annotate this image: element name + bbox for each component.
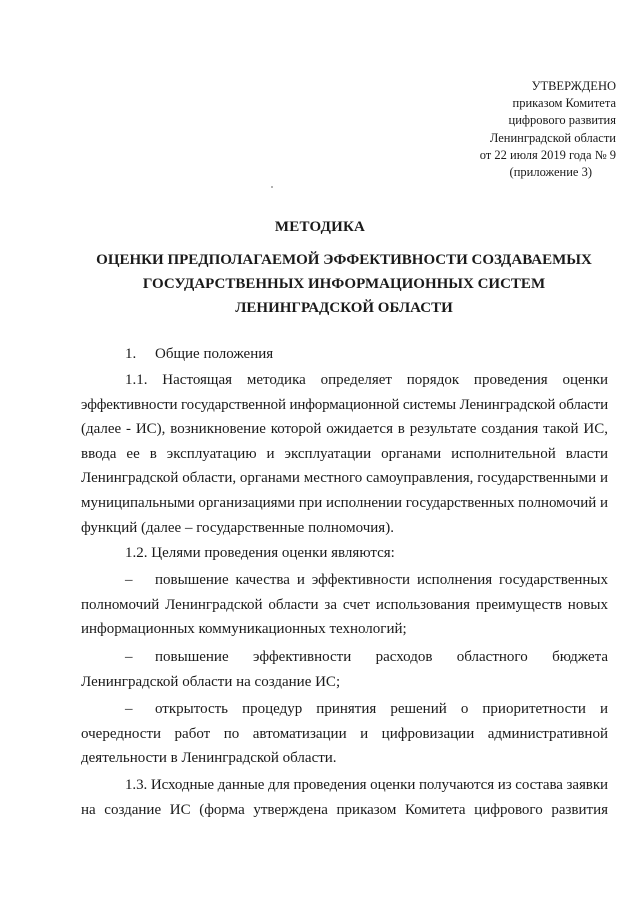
text-line: информационных коммуникационных технологий; [81, 621, 407, 638]
bullet-line [81, 568, 608, 593]
scan-speck [271, 186, 273, 188]
text-line: 1.3. Исходные данные для проведения оценки получаются из состава заявки [125, 777, 608, 793]
subtitle-line-3: ЛЕНИНГРАДСКОЙ ОБЛАСТИ [235, 300, 453, 316]
text-line: очередности работ по автоматизации и цифровизации административной [81, 725, 608, 742]
text-line: ввода ее в эксплуатацию и эксплуатации органами исполнительной власти [81, 445, 608, 462]
document-title: МЕТОДИКА [274, 219, 366, 235]
paragraph-1-1 [81, 368, 608, 540]
text-line: 1.2. Целями проведения оценки являются: [125, 545, 395, 561]
subtitle-line-1: ОЦЕНКИ ПРЕДПОЛАГАЕМОЙ ЭФФЕКТИВНОСТИ СОЗДАВАЕМЫХ [96, 252, 592, 268]
paragraph-1-2 [81, 541, 608, 566]
text-line: (далее - ИС), возникновение которой ожидается в результате создания такой ИС, [81, 421, 608, 438]
text-line: функций (далее – государственные полномочия). [81, 519, 394, 536]
section-number: 1. [125, 346, 137, 362]
approval-appendix: (приложение 3) [509, 165, 592, 180]
bullet-item-2 [81, 645, 608, 694]
approval-date: от 22 июля 2019 года № 9 [479, 147, 616, 162]
document-subtitle [80, 248, 608, 320]
text-line: Ленинградской области на создание ИС; [81, 673, 341, 690]
bullet-item-3 [81, 697, 608, 771]
text-line: деятельности в Ленинградской области. [81, 750, 337, 767]
text-fragment: повышение качества и эффективности исполнения государственных [155, 572, 608, 588]
section-heading-text: Общие положения [155, 346, 274, 362]
dash-marker: – [125, 701, 133, 717]
approval-order: приказом Комитета [512, 96, 616, 111]
approval-committee: цифрового развития [508, 113, 616, 128]
bullet-line [81, 697, 608, 722]
text-line: эффективности государственной информационной системы Ленинградской области [81, 396, 608, 413]
text-line: 1.1. Настоящая методика определяет порядок проведения оценки [125, 372, 608, 388]
approval-heading: УТВЕРЖДЕНО [531, 79, 616, 93]
subtitle-line-2: ГОСУДАРСТВЕННЫХ ИНФОРМАЦИОННЫХ СИСТЕМ [142, 276, 546, 292]
approval-region: Ленинградской области [489, 130, 616, 145]
text-line: Ленинградской области, органами местного самоуправления, государственными и [81, 470, 608, 487]
paragraph-1-3 [81, 773, 608, 822]
dash-marker: – [125, 572, 133, 588]
bullet-item-1 [81, 568, 608, 642]
text-line: на создание ИС (форма утверждена приказом Комитета цифрового развития [81, 801, 608, 818]
text-line: полномочий Ленинградской области за счет использования преимуществ новых [81, 596, 608, 613]
dash-marker: – [125, 649, 133, 665]
bullet-line [81, 645, 608, 670]
section-heading [81, 342, 608, 367]
text-fragment: открытость процедур принятия решений о приоритетности и [155, 701, 608, 717]
text-fragment: повышение эффективности расходов областного бюджета [155, 649, 608, 665]
text-line: муниципальными организациями при исполнении государственных полномочий и [81, 494, 608, 511]
approval-stamp [420, 78, 616, 181]
